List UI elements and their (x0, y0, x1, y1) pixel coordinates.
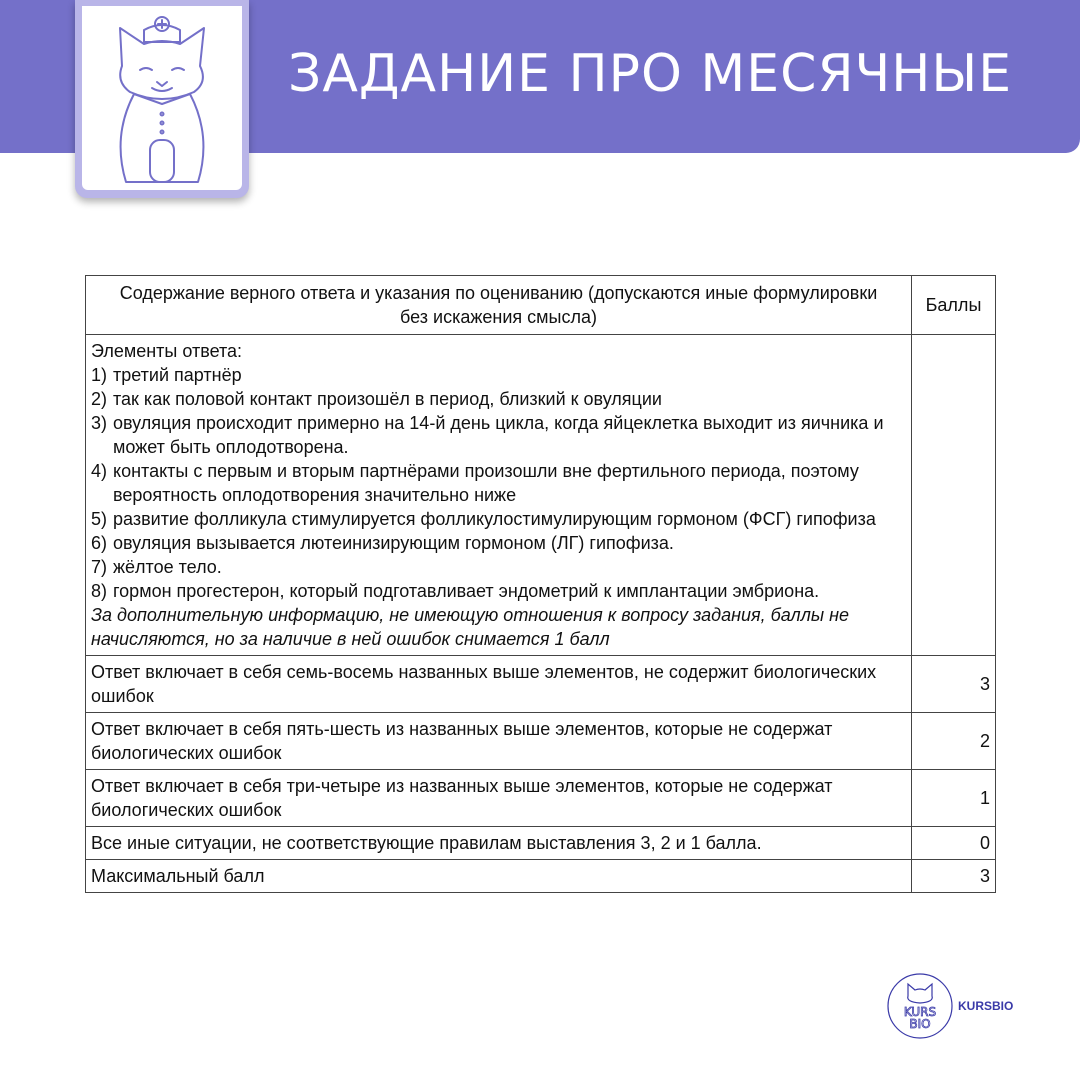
table-row (86, 713, 996, 770)
list-item: 6) овуляция вызывается лютеинизирующим гормоном (ЛГ) гипофиза. (91, 533, 674, 553)
svg-text:BIO: BIO (909, 1017, 931, 1031)
table-row (86, 656, 996, 713)
table-row (86, 827, 996, 860)
table-row (86, 860, 996, 893)
row-score: 1 (912, 770, 996, 827)
row-text: Максимальный балл (86, 860, 912, 893)
row-score: 2 (912, 713, 996, 770)
scoring-table (85, 275, 996, 893)
list-item: 5) развитие фолликула стимулируется фолликулостимулирующим гормоном (ФСГ) гипофиза (91, 509, 876, 529)
list-item: 8) гормон прогестерон, который подготавливает эндометрий к имплантации эмбриона. (91, 581, 820, 601)
kursbio-logo-icon (886, 972, 954, 1040)
empty-score (912, 335, 996, 656)
brand-name: KURSBIO (958, 999, 1014, 1013)
svg-text:KURS: KURS (903, 1005, 937, 1019)
list-item: 4) контакты с первым и вторым партнёрами произошли вне фертильного периода, поэтому вероятность оплодотворения значительно ниже (91, 461, 859, 505)
mascot-card (75, 0, 249, 198)
cat-nurse-icon (82, 6, 242, 190)
table-header-row (86, 276, 996, 335)
row-score: 0 (912, 827, 996, 860)
answer-elements (86, 335, 912, 656)
row-text: Все иные ситуации, не соответствующие правилам выставления 3, 2 и 1 балла. (86, 827, 912, 860)
elements-title: Элементы ответа: (91, 341, 243, 361)
table-row (86, 770, 996, 827)
row-text: Ответ включает в себя пять-шесть из названных выше элементов, которые не содержат биологических ошибок (86, 713, 912, 770)
list-item: 3) овуляция происходит примерно на 14-й день цикла, когда яйцеклетка выходит из яичника и может быть оплодотворена. (91, 413, 884, 457)
list-item: 2) так как половой контакт произошёл в период, близкий к овуляции (91, 389, 662, 409)
row-text: Ответ включает в себя три-четыре из названных выше элементов, которые не содержат биологических ошибок (86, 770, 912, 827)
page-title: ЗАДАНИЕ ПРО МЕСЯЧНЫЕ (288, 44, 1013, 104)
row-score: 3 (912, 860, 996, 893)
header-content: Содержание верного ответа и указания по оцениванию (допускаются иные формулировки без искажения смысла) (86, 276, 912, 335)
list-item: 1) третий партнёр (91, 365, 242, 385)
row-score: 3 (912, 656, 996, 713)
header-score: Баллы (912, 276, 996, 335)
note: За дополнительную информацию, не имеющую отношения к вопросу задания, баллы не начисляются, но за наличие в ней ошибок снимается 1 балл (91, 605, 850, 649)
row-text: Ответ включает в себя семь-восемь названных выше элементов, не содержит биологических ошибок (86, 656, 912, 713)
elements-row (86, 335, 996, 656)
list-item: 7) жёлтое тело. (91, 557, 222, 577)
